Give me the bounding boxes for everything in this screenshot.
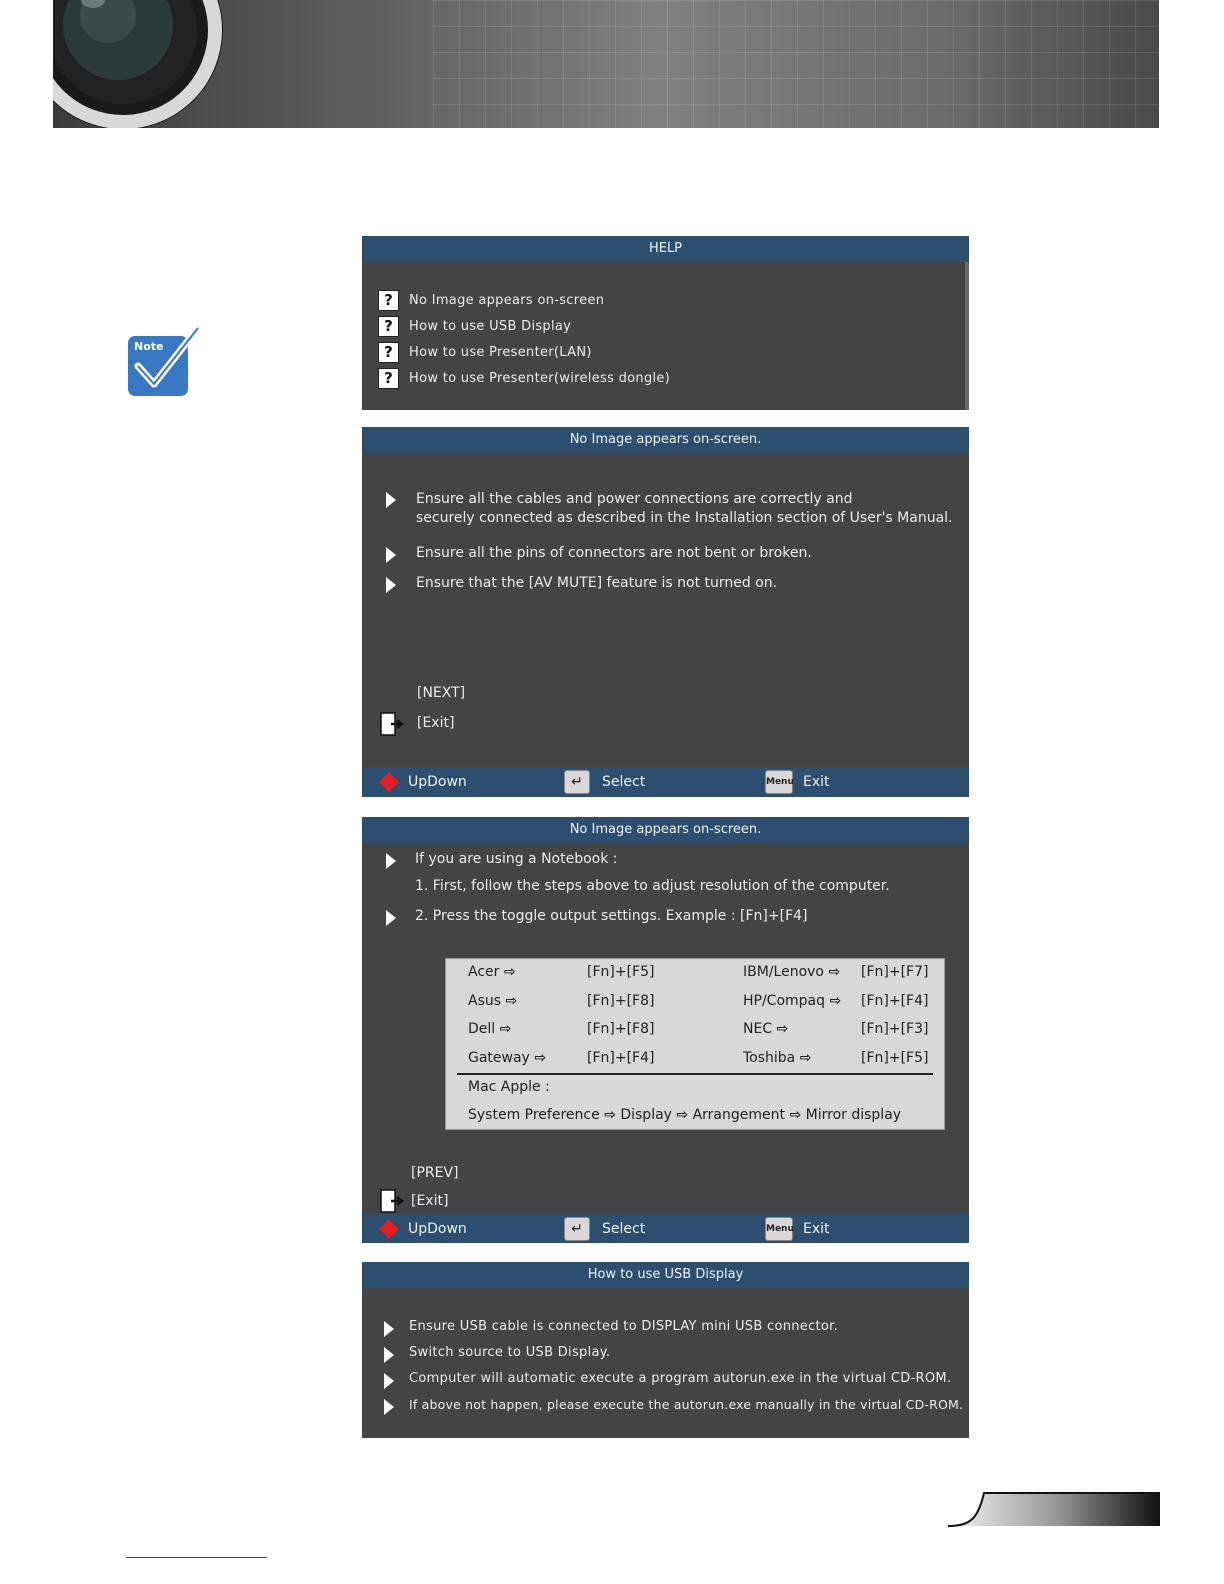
osd-footer-bar [362, 1214, 969, 1243]
fn-table-keys: [Fn]+[F7] [861, 964, 929, 980]
arrow-right-icon: ⇨ [776, 1021, 789, 1037]
fn-table-keys: [Fn]+[F5] [861, 1050, 929, 1066]
bullet-text: Ensure all the cables and power connections are correctly and [416, 491, 853, 507]
updown-diamond-icon [379, 1219, 399, 1239]
bullet-text: Ensure that the [AV MUTE] feature is not turned on. [416, 575, 778, 591]
exit-door-icon [379, 711, 405, 737]
note-label: Note [134, 340, 164, 353]
bullet-arrow-icon [384, 1321, 394, 1337]
no-image-panel-2-title: No Image appears on-screen. [362, 817, 969, 843]
fn-table-brand: Gateway ⇨ [468, 1050, 547, 1066]
header-banner [53, 0, 1159, 128]
footer-select-label: Select [602, 1220, 646, 1237]
table-divider [457, 1073, 933, 1075]
menu-key-icon: Menu [765, 770, 793, 794]
usb-panel-title: How to use USB Display [362, 1262, 969, 1288]
banner-grid-pattern [433, 0, 1159, 128]
bullet-arrow-icon [386, 910, 396, 926]
arrow-right-icon: ⇨ [789, 1107, 802, 1123]
prev-button[interactable]: [PREV] [411, 1165, 459, 1181]
fn-table-brand: NEC ⇨ [743, 1021, 789, 1037]
arrow-right-icon: ⇨ [503, 964, 516, 980]
fn-table-keys: [Fn]+[F4] [861, 993, 929, 1009]
fn-table-keys: [Fn]+[F4] [587, 1050, 655, 1066]
footer-select [564, 767, 645, 797]
bullet-text: If you are using a Notebook : [415, 851, 618, 867]
fn-table-keys: [Fn]+[F5] [587, 964, 655, 980]
footer-exit [765, 767, 830, 797]
step1-text: 1. First, follow the steps above to adjust resolution of the computer. [415, 878, 890, 894]
exit-button[interactable]: [Exit] [417, 715, 455, 731]
next-button[interactable]: [NEXT] [417, 685, 466, 701]
enter-key-icon: ↵ [564, 1217, 590, 1241]
fn-table-brand: Acer ⇨ [468, 964, 516, 980]
bullet-text: Ensure all the pins of connectors are not bent or broken. [416, 545, 812, 561]
bullet-arrow-icon [384, 1373, 394, 1389]
fn-table-brand: Toshiba ⇨ [743, 1050, 812, 1066]
arrow-right-icon: ⇨ [534, 1050, 547, 1066]
footer-updown-label: UpDown [408, 1220, 467, 1237]
bullet-text: Switch source to USB Display. [409, 1345, 611, 1360]
bottom-link-line [126, 1557, 267, 1558]
fn-table-brand: HP/Compaq ⇨ [743, 993, 842, 1009]
fn-table-keys: [Fn]+[F8] [587, 993, 655, 1009]
arrow-right-icon: ⇨ [799, 1050, 812, 1066]
bullet-arrow-icon [386, 547, 396, 563]
help-panel-title: HELP [362, 236, 969, 262]
question-icon: ? [378, 342, 399, 363]
bullet-arrow-icon [384, 1399, 394, 1415]
fn-key-table [445, 958, 945, 1130]
bullet-text: If above not happen, please execute the autorun.exe manually in the virtual CD-ROM. [409, 1397, 964, 1412]
question-icon: ? [378, 316, 399, 337]
help-panel-scrollbar[interactable] [965, 262, 969, 410]
footer-exit [765, 1214, 830, 1243]
no-image-panel-1-title: No Image appears on-screen. [362, 427, 969, 453]
arrow-right-icon: ⇨ [676, 1107, 689, 1123]
question-icon: ? [378, 290, 399, 311]
help-item-usb-display[interactable] [378, 315, 571, 337]
arrow-right-icon: ⇨ [829, 993, 842, 1009]
footer-updown [378, 767, 467, 797]
help-item-label: How to use Presenter(wireless dongle) [409, 370, 671, 386]
footer-exit-label: Exit [803, 1220, 830, 1237]
bullet-text: securely connected as described in the Installation section of User's Manual. [416, 510, 953, 526]
bullet-arrow-icon [386, 853, 396, 869]
exit-door-icon [379, 1188, 405, 1214]
arrow-right-icon: ⇨ [505, 993, 518, 1009]
no-image-panel-1 [362, 427, 969, 797]
osd-footer-bar [362, 767, 969, 797]
help-item-label: No Image appears on-screen [409, 292, 605, 308]
menu-key-icon: Menu [765, 1217, 793, 1241]
help-item-presenter-lan[interactable] [378, 341, 592, 363]
bullet-text: Computer will automatic execute a program autorun.exe in the virtual CD-ROM. [409, 1371, 952, 1386]
updown-diamond-icon [379, 772, 399, 792]
help-item-label: How to use USB Display [409, 318, 572, 334]
footer-updown [378, 1214, 467, 1243]
fn-table-brand: Asus ⇨ [468, 993, 518, 1009]
note-icon [126, 326, 202, 400]
footer-select-label: Select [602, 774, 646, 790]
bullet-arrow-icon [386, 577, 396, 593]
bullet-text: 2. Press the toggle output settings. Example : [Fn]+[F4] [415, 908, 808, 924]
arrow-right-icon: ⇨ [604, 1107, 616, 1123]
help-panel [362, 236, 969, 410]
no-image-panel-2 [362, 817, 969, 1243]
bullet-arrow-icon [386, 492, 396, 508]
arrow-right-icon: ⇨ [499, 1021, 512, 1037]
help-item-label: How to use Presenter(LAN) [409, 344, 592, 360]
question-icon: ? [378, 368, 399, 389]
mac-apple-label: Mac Apple : [468, 1079, 550, 1095]
page-tab-decoration [948, 1489, 1160, 1527]
footer-exit-label: Exit [803, 774, 830, 790]
fn-table-keys: [Fn]+[F3] [861, 1021, 929, 1037]
fn-table-brand: Dell ⇨ [468, 1021, 512, 1037]
bullet-arrow-icon [384, 1347, 394, 1363]
mac-path: System Preference ⇨ Display ⇨ Arrangement ⇨ Mirror display [468, 1107, 902, 1123]
exit-button[interactable]: [Exit] [411, 1193, 449, 1209]
fn-table-keys: [Fn]+[F8] [587, 1021, 655, 1037]
help-item-presenter-wireless[interactable] [378, 367, 670, 389]
fn-table-brand: IBM/Lenovo ⇨ [743, 964, 841, 980]
footer-select [564, 1214, 645, 1243]
enter-key-icon: ↵ [564, 770, 590, 794]
arrow-right-icon: ⇨ [828, 964, 841, 980]
help-item-no-image[interactable] [378, 289, 604, 311]
footer-updown-label: UpDown [408, 774, 467, 790]
bullet-text: Ensure USB cable is connected to DISPLAY mini USB connector. [409, 1319, 839, 1334]
usb-display-panel [362, 1262, 969, 1438]
lens-graphic-icon [53, 0, 243, 128]
